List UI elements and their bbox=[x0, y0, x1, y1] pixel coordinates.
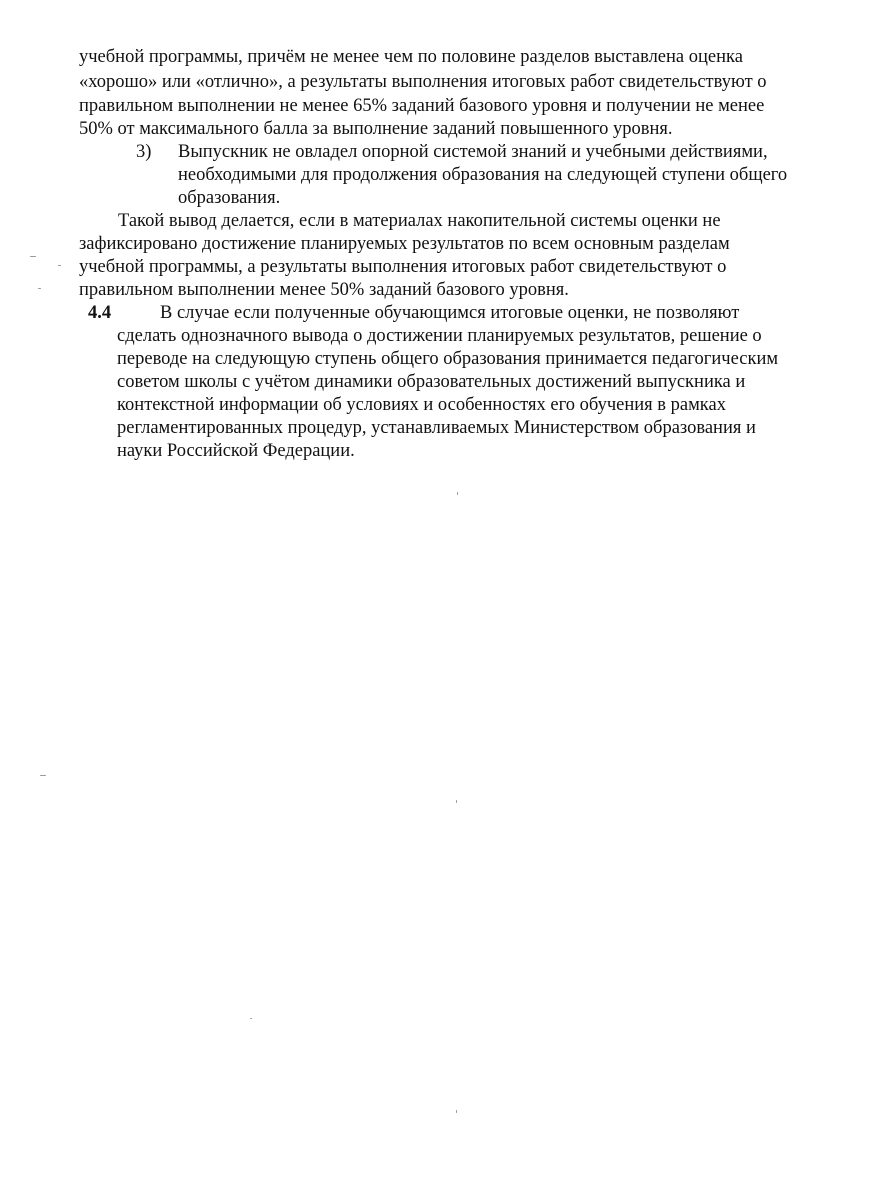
paragraph-line: «хорошо» или «отлично», а результаты выполнения итоговых работ свидетельствуют о bbox=[79, 72, 767, 92]
section-line: сделать однозначного вывода о достижении планируемых результатов, решение о bbox=[117, 326, 762, 346]
section-line: переводе на следующую ступень общего образования принимается педагогическим bbox=[117, 349, 779, 369]
section-line: советом школы с учётом динамики образовательных достижений выпускника и bbox=[117, 372, 746, 392]
list-item-number: 3) bbox=[136, 142, 152, 162]
list-item-line: образования. bbox=[178, 188, 281, 208]
section-number: 4.4 bbox=[88, 303, 112, 323]
section-line: контекстной информации об условиях и особенностях его обучения в рамках bbox=[117, 395, 726, 415]
section-line: В случае если полученные обучающимся итоговые оценки, не позволяют bbox=[160, 303, 740, 323]
section-line: регламентированных процедур, устанавливаемых Министерством образования и bbox=[117, 418, 756, 438]
paragraph-line: Такой вывод делается, если в материалах накопительной системы оценки не bbox=[118, 211, 721, 231]
scan-speck bbox=[38, 288, 41, 289]
paragraph-line: зафиксировано достижение планируемых результатов по всем основным разделам bbox=[79, 234, 730, 254]
scan-speck bbox=[456, 1110, 457, 1113]
scan-speck bbox=[250, 1018, 252, 1019]
list-item-line: Выпускник не овладел опорной системой знаний и учебными действиями, bbox=[178, 142, 768, 162]
scan-speck bbox=[457, 492, 458, 495]
paragraph-line: 50% от максимального балла за выполнение заданий повышенного уровня. bbox=[79, 119, 673, 139]
paragraph-line: учебной программы, а результаты выполнения итоговых работ свидетельствуют о bbox=[79, 257, 727, 277]
scan-speck bbox=[58, 265, 61, 266]
scan-speck bbox=[30, 256, 36, 257]
scan-speck bbox=[40, 775, 46, 776]
paragraph-line: правильном выполнении менее 50% заданий базового уровня. bbox=[79, 280, 569, 300]
paragraph-line: учебной программы, причём не менее чем по половине разделов выставлена оценка bbox=[79, 47, 743, 67]
section-line: науки Российской Федерации. bbox=[117, 441, 355, 461]
scan-speck bbox=[456, 800, 457, 803]
paragraph-line: правильном выполнении не менее 65% заданий базового уровня и получении не менее bbox=[79, 96, 765, 116]
list-item-line: необходимыми для продолжения образования на следующей ступени общего bbox=[178, 165, 788, 185]
